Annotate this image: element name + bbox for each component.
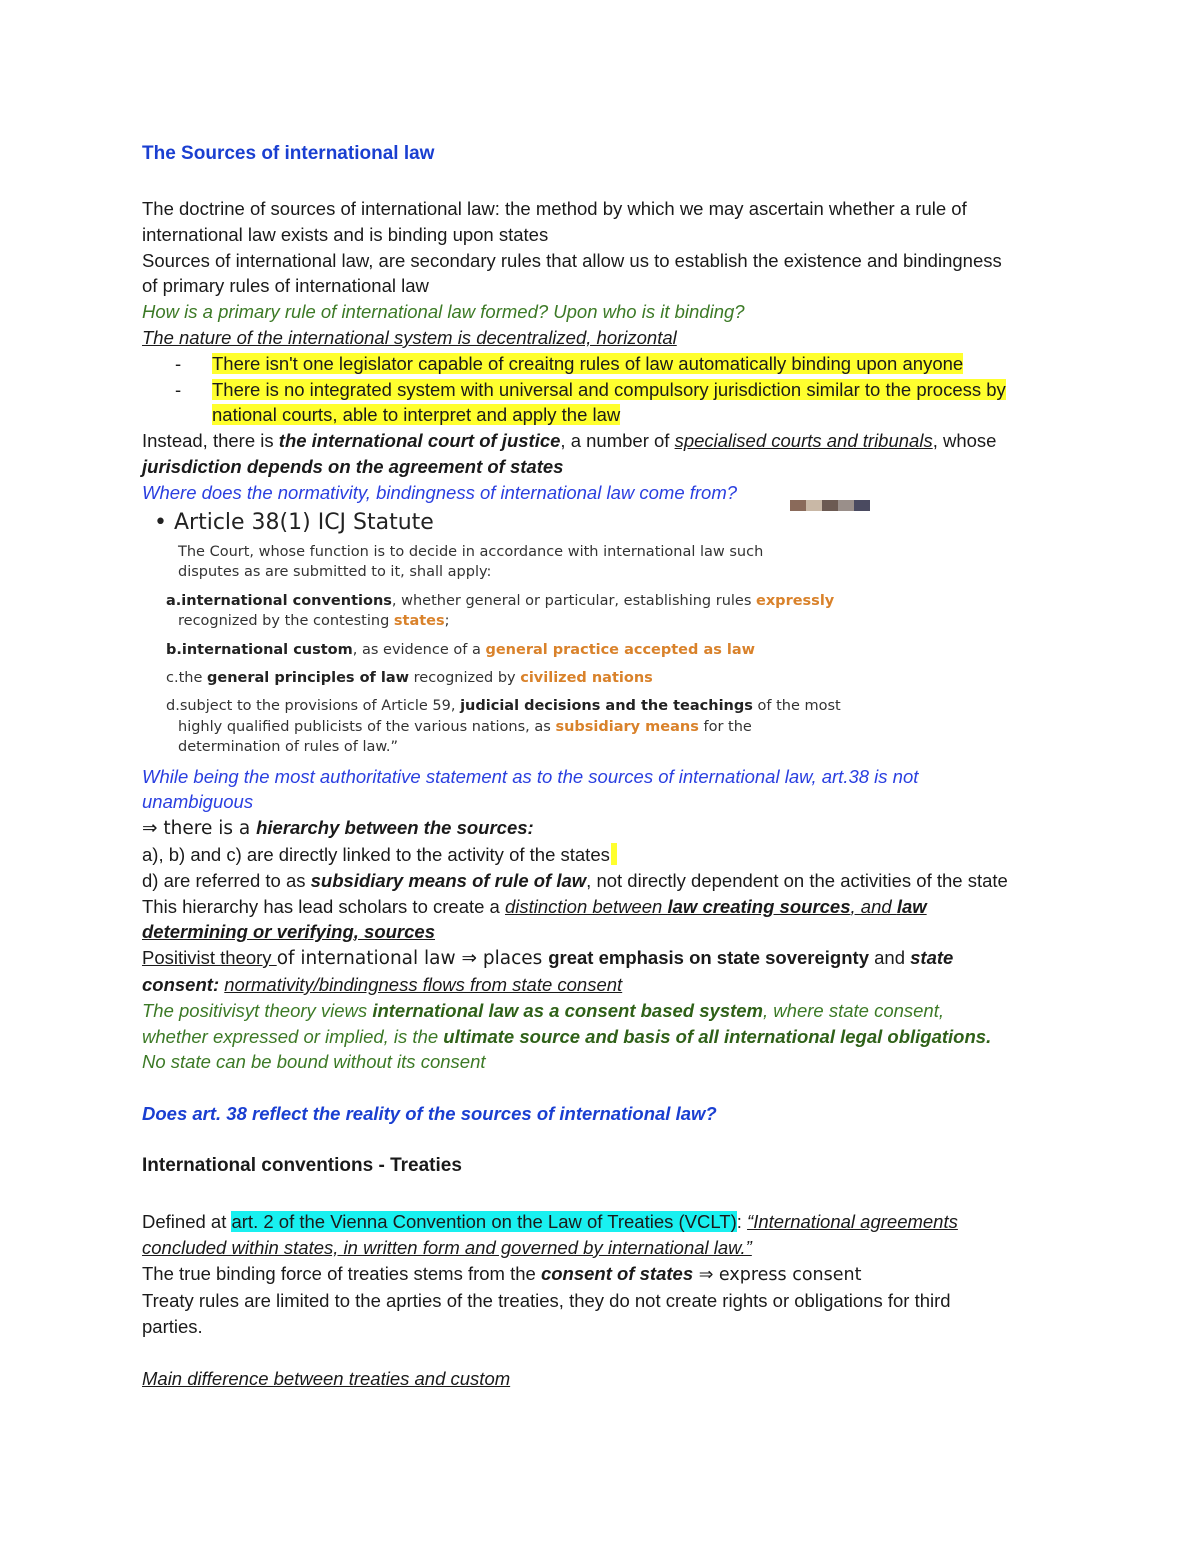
paragraph: a), b) and c) are directly linked to the activity of the states [142,842,1062,868]
paragraph: Positivist theory of international law ⇒ places great emphasis on state sovereignty and state [142,947,954,970]
highlighted-text: There isn't one legislator capable of creaitng rules of law automatically binding upon anyone [212,352,964,374]
highlighted-text: There is no integrated system with universal and compulsory jurisdiction similar to the process by [212,378,1006,400]
paragraph: whether expressed or implied, is the ultimate source and basis of all international legal obligations. [142,1025,992,1047]
article-heading: • Article 38(1) ICJ Statute [154,509,434,535]
paragraph: The doctrine of sources of international law: the method by which we may ascertain whether a rule of [142,198,967,219]
paragraph: Treaty rules are limited to the aprties of the treaties, they do not create rights or obligations for third [142,1290,951,1312]
page-title: The Sources of international law [142,143,435,164]
paragraph: Instead, there is the international court of justice, a number of specialised courts and tribunals, whose [142,430,997,452]
article-intro: The Court, whose function is to decide in accordance with international law such [178,543,764,560]
article-item-d-cont: highly qualified publicists of the various nations, as subsidiary means for the [178,718,752,735]
thumbnail-image [790,500,870,511]
article-intro: disputes as are submitted to it, shall apply: [178,563,492,580]
article-item-d: d.subject to the provisions of Article 59, judicial decisions and the teachings of the most [166,697,841,714]
section-heading: International conventions - Treaties [142,1154,462,1176]
paragraph: The true binding force of treaties stems from the consent of states ⇒ express consent [142,1262,862,1285]
paragraph: While being the most authoritative statement as to the sources of international law, art.38 is not [142,765,919,787]
paragraph: consent: normativity/bindingness flows from state consent [142,973,623,995]
paragraph: unambiguous [142,791,254,813]
paragraph: international law exists and is binding upon states [142,223,549,245]
list-item: - There isn't one legislator capable of creaitng rules of law automatically binding upon anyone [175,352,964,374]
paragraph: ⇒ there is a hierarchy between the sources: [142,817,534,840]
list-item: - There is no integrated system with universal and compulsory jurisdiction similar to the process by [175,378,1006,400]
paragraph: Sources of international law, are secondary rules that allow us to establish the existence and bindingness [142,249,1002,271]
document-page [142,140,1062,1392]
section-question: Does art. 38 reflect the reality of the sources of international law? [142,1103,717,1125]
highlight-marker [611,843,617,865]
paragraph: concluded within states, in written form and governed by international law.” [142,1236,752,1258]
paragraph: d) are referred to as subsidiary means of rule of law, not directly dependent on the activities of the state [142,869,1008,891]
question-text: Where does the normativity, bindingness of international law come from? [142,481,738,503]
article-item-a: a.international conventions, whether general or particular, establishing rules expressly [166,592,835,609]
article-item-a-cont: recognized by the contesting states; [178,612,450,629]
highlighted-text: national courts, able to interpret and apply the law [212,404,621,426]
paragraph: determining or verifying, sources [142,921,436,943]
paragraph: of primary rules of international law [142,275,429,297]
article-item-d-cont: determination of rules of law.” [178,738,399,755]
question-text: How is a primary rule of international law formed? Upon who is it binding? [142,301,745,323]
paragraph: The positivisyt theory views international law as a consent based system, where state consent, [142,999,945,1021]
article-item-c: c.the general principles of law recognized by civilized nations [166,669,653,686]
paragraph: Main difference between treaties and custom [142,1367,511,1389]
nature-text: The nature of the international system is decentralized, horizontal [142,326,677,348]
paragraph: parties. [142,1316,203,1338]
paragraph: Defined at art. 2 of the Vienna Convention on the Law of Treaties (VCLT): “International agreements [142,1210,958,1232]
highlighted-text: art. 2 of the Vienna Convention on the Law of Treaties (VCLT) [231,1210,737,1232]
list-item-continuation [142,402,1062,428]
paragraph: This hierarchy has lead scholars to create a distinction between law creating sources, and law [142,895,927,917]
article-item-b: b.international custom, as evidence of a general practice accepted as law [166,641,756,658]
paragraph: No state can be bound without its consent [142,1051,486,1073]
paragraph: jurisdiction depends on the agreement of states [142,455,564,477]
article-38-image [142,506,1062,764]
